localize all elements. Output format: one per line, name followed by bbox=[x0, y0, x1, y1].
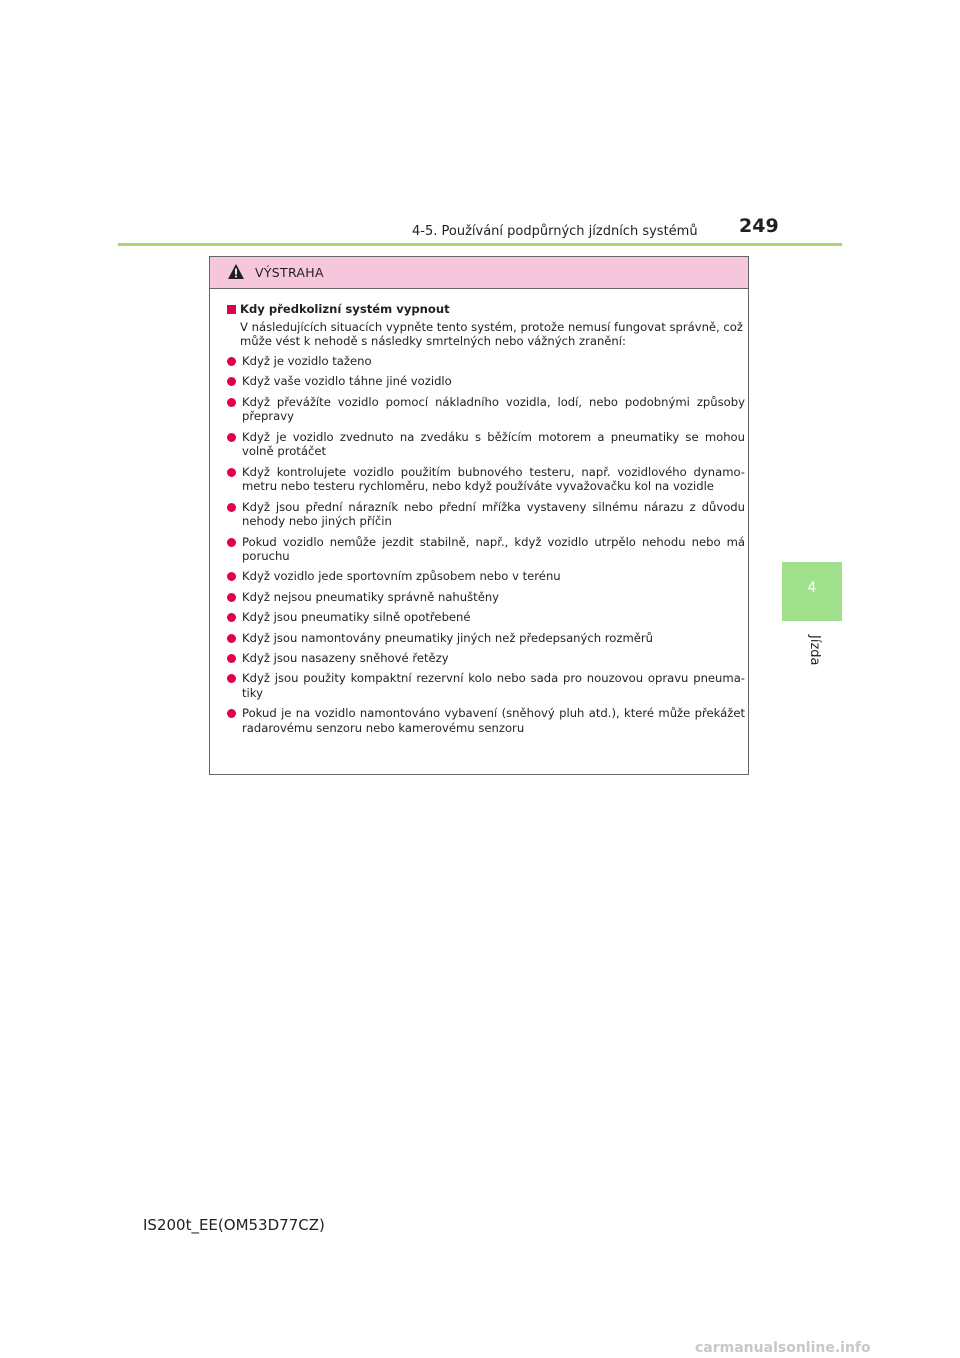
warning-header bbox=[210, 257, 748, 289]
bullet-dot-icon bbox=[227, 572, 236, 581]
warning-title: VÝSTRAHA bbox=[255, 265, 324, 280]
list-item-text: Když převážíte vozidlo pomocí nákladního vozidla, lodí, nebo podobnými způsoby přepravy bbox=[242, 394, 745, 424]
list-item bbox=[227, 706, 745, 735]
section-title: 4-5. Používání podpůrných jízdních systémů bbox=[412, 224, 698, 239]
bullet-dot-icon bbox=[227, 674, 236, 683]
list-item bbox=[227, 430, 745, 459]
list-item-text: Když kontrolujete vozidlo použitím bubnového testeru, např. vozidlového dynamo-metru nebo testeru rychloměru, nebo když používáte vyvažovačku kol na vozidle bbox=[242, 464, 745, 494]
bullet-dot-icon bbox=[227, 357, 236, 366]
section-heading bbox=[227, 302, 745, 317]
list-item-text: Když jsou přední nárazník nebo přední mřížka vystaveny silnému nárazu z důvodu nehody nebo jiných příčin bbox=[242, 499, 745, 529]
bullet-dot-icon bbox=[227, 433, 236, 442]
list-item bbox=[227, 569, 745, 584]
list-item-text: Když jsou namontovány pneumatiky jiných než předepsaných rozměrů bbox=[242, 630, 654, 645]
list-item bbox=[227, 590, 745, 605]
header-rule bbox=[118, 243, 842, 246]
list-item-text: Když je vozidlo zvednuto na zvedáku s běžícím motorem a pneumatiky se mohou volně protáčet bbox=[242, 429, 745, 459]
list-item-text: Když jsou pneumatiky silně opotřebené bbox=[242, 610, 471, 625]
list-item bbox=[227, 535, 745, 564]
bullet-dot-icon bbox=[227, 468, 236, 477]
bullet-dot-icon bbox=[227, 613, 236, 622]
page-number: 249 bbox=[739, 215, 779, 237]
document-code: IS200t_EE(OM53D77CZ) bbox=[143, 1216, 325, 1234]
square-bullet-icon bbox=[227, 305, 236, 314]
bullet-dot-icon bbox=[227, 377, 236, 386]
list-item-text: Když jsou nasazeny sněhové řetězy bbox=[242, 651, 449, 666]
warning-box bbox=[209, 256, 749, 775]
watermark: carmanualsonline.info bbox=[695, 1340, 871, 1356]
list-item-text: Pokud vozidlo nemůže jezdit stabilně, např., když vozidlo utrpělo nehodu nebo má poruchu bbox=[242, 534, 745, 564]
list-item bbox=[227, 671, 745, 700]
list-item-text: Když vaše vozidlo táhne jiné vozidlo bbox=[242, 374, 452, 389]
list-item-text: Když je vozidlo taženo bbox=[242, 353, 372, 368]
list-item bbox=[227, 465, 745, 494]
list-item bbox=[227, 374, 745, 389]
chapter-number: 4 bbox=[807, 580, 817, 596]
list-item-text: Když jsou použity kompaktní rezervní kolo nebo sada pro nouzovou opravu pneuma-tiky bbox=[242, 671, 745, 701]
list-item bbox=[227, 610, 745, 625]
bullet-dot-icon bbox=[227, 634, 236, 643]
chapter-name: Jízda bbox=[807, 635, 822, 666]
list-item bbox=[227, 651, 745, 666]
bullet-dot-icon bbox=[227, 538, 236, 547]
page-header bbox=[118, 214, 842, 248]
bullet-dot-icon bbox=[227, 654, 236, 663]
list-item-text: Pokud je na vozidlo namontováno vybavení (sněhový pluh atd.), které může překážet radarovému senzoru nebo kamerovému senzoru bbox=[242, 706, 745, 736]
section-heading-text: Kdy předkolizní systém vypnout bbox=[240, 302, 450, 316]
bullet-dot-icon bbox=[227, 709, 236, 718]
list-item bbox=[227, 395, 745, 424]
bullet-dot-icon bbox=[227, 503, 236, 512]
list-item-text: Když vozidlo jede sportovním způsobem nebo v terénu bbox=[242, 569, 561, 584]
list-item bbox=[227, 354, 745, 369]
list-item bbox=[227, 631, 745, 646]
list-item-text: Když nejsou pneumatiky správně nahuštěny bbox=[242, 589, 500, 604]
chapter-tab bbox=[782, 562, 842, 621]
intro-paragraph: V následujících situacích vypněte tento systém, protože nemusí fungovat správně, což může vést k nehodě s následky smrtelných nebo vážných zranění: bbox=[240, 319, 743, 349]
warning-triangle-icon bbox=[227, 263, 245, 280]
list-item bbox=[227, 500, 745, 529]
warning-body bbox=[227, 302, 745, 741]
chapter-name-vertical bbox=[794, 635, 834, 695]
bullet-dot-icon bbox=[227, 398, 236, 407]
bullet-dot-icon bbox=[227, 593, 236, 602]
